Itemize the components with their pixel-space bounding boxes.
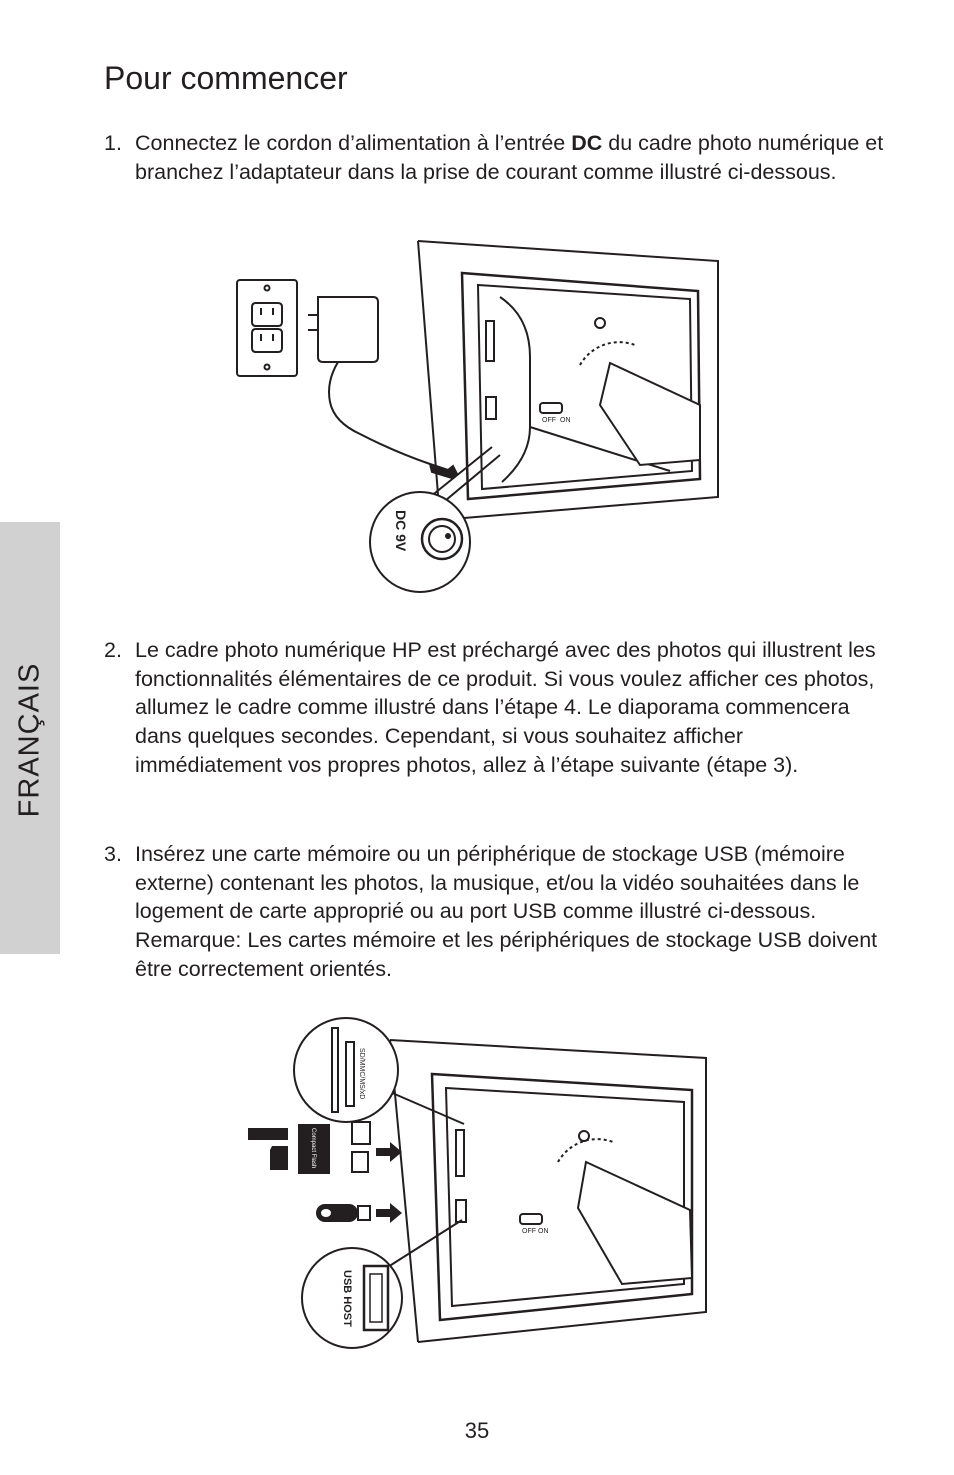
arrow-right-icon xyxy=(376,1142,402,1162)
step-3 xyxy=(104,840,884,984)
page-number: 35 xyxy=(464,1418,490,1443)
step-text-lead: Connectez le cordon d’alimentation à l’entrée xyxy=(135,131,572,155)
step-text-tail: du cadre photo numérique et branchez l’adaptateur dans la prise de courant comme illustré ci-dessous. xyxy=(135,131,884,184)
power-connection-illustration xyxy=(230,235,730,595)
switch-off-label: OFF xyxy=(542,417,556,424)
step-number: 1. xyxy=(104,131,122,155)
power-connection-drawing xyxy=(230,235,730,595)
switch-off-label: OFF xyxy=(522,1228,536,1235)
step-text: Le cadre photo numérique HP est préchargé avec des photos qui illustrent les fonctionnalités élémentaires de ce produit. Si vous voulez afficher ces photos, allumez le cadre comme illustré dans l’étape 4. Le diaporama commencera dans quelques secondes. Cependant, si vous souhaitez afficher immédiatement vos propres photos, allez à l’étape suivante (étape 3). xyxy=(135,638,876,777)
step-text: Insérez une carte mémoire ou un périphérique de stockage USB (mémoire externe) contenant les photos, la musique, et/ou la vidéo souhaitées dans le logement de carte approprié ou au port USB comme illustré ci-dessous. Remarque: Les cartes mémoire et les périphériques de stockage USB doivent être correctement orientés. xyxy=(135,842,878,981)
photo-frame-back xyxy=(380,1040,706,1342)
switch-on-label: ON xyxy=(560,417,571,424)
switch-on-label: ON xyxy=(538,1228,549,1235)
card-slot-callout xyxy=(294,1018,398,1122)
step-number: 2. xyxy=(104,638,122,662)
page-title: Pour commencer xyxy=(104,60,348,96)
card-usb-insertion-illustration xyxy=(240,1012,720,1364)
usb-host-callout xyxy=(302,1248,402,1348)
card-slot-label: SD/MMC/MS/xD xyxy=(358,1048,365,1100)
language-label: FRANÇAIS xyxy=(13,662,46,818)
wall-outlet xyxy=(237,280,297,376)
usb-stick xyxy=(316,1203,402,1223)
step-2 xyxy=(104,636,884,780)
usb-host-label: USB HOST xyxy=(341,1270,353,1327)
photo-frame-back xyxy=(380,241,718,520)
dc-emphasis: DC xyxy=(571,131,603,155)
arrow-right-icon xyxy=(376,1203,402,1223)
compact-flash-label: Compact Flash xyxy=(310,1128,316,1169)
step-1 xyxy=(104,129,884,186)
dc-9v-label: DC 9V xyxy=(393,510,409,552)
step-text xyxy=(104,129,884,186)
memory-cards xyxy=(248,1122,402,1174)
step-number: 3. xyxy=(104,842,122,866)
card-usb-drawing xyxy=(240,1012,720,1364)
dc-jack-callout xyxy=(370,492,470,592)
